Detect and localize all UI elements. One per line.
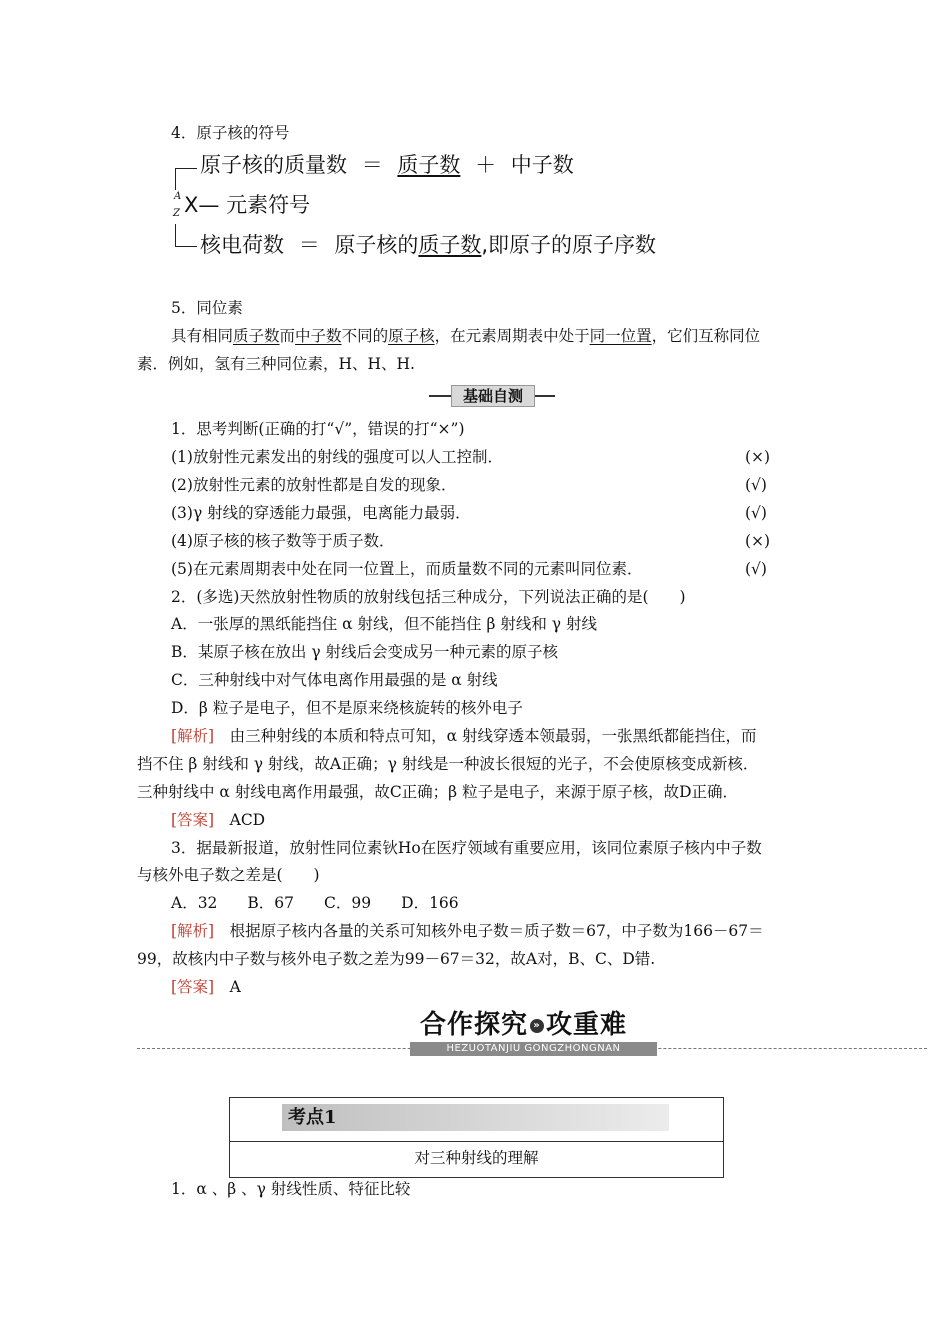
- q1-item-3: (3)γ 射线的穿透能力最强，电离能力最弱．: [171, 504, 471, 522]
- q1-item-2: (2)放射性元素的放射性都是自发的现象．: [171, 476, 457, 494]
- answer-tag: [答案]: [171, 978, 215, 996]
- answer-value: A: [229, 978, 241, 996]
- mass-number-label: 原子核的质量数: [200, 153, 347, 177]
- key-point-divider: [230, 1141, 723, 1142]
- q3-option-a: A．32: [171, 894, 218, 912]
- neutron-number-term: 中子数: [510, 153, 574, 177]
- nucleus-prefix: 原子核的: [334, 233, 419, 257]
- q1-title: 1．思考判断(正确的打“√”，错误的打“×”): [171, 420, 465, 438]
- q3-title-line-2: 与核外电子数之差是( ): [137, 866, 320, 884]
- text-fragment: 而: [279, 327, 296, 345]
- banner-label: 基础自测: [451, 385, 535, 407]
- subscript-Z: Z: [173, 208, 180, 219]
- analysis-text: 根据原子核内各量的关系可知核外电子数＝质子数＝67，中子数为166－67＝: [229, 922, 764, 940]
- notation-line-charge-number: [200, 230, 656, 260]
- element-symbol-label: — 元素符号: [198, 193, 311, 217]
- q1-mark-1: (×): [745, 448, 771, 466]
- bracket-tick-top: [175, 168, 197, 169]
- isotope-definition-line-2: 素．例如，氢有三种同位素，H、H、H.: [137, 355, 415, 373]
- notation-line-mass-number: [200, 150, 574, 180]
- q3-option-b: B．67: [247, 894, 295, 912]
- section-title-b: 攻重难: [546, 1010, 628, 1040]
- q3-options: [171, 892, 459, 914]
- text-fragment: ，在元素周期表中处于: [434, 327, 590, 345]
- q1-item-1: (1)放射性元素发出的射线的强度可以人工控制．: [171, 448, 503, 466]
- key-point-subtitle: 对三种射线的理解: [414, 1149, 539, 1167]
- equals-sign-2: ＝: [298, 233, 320, 257]
- q2-title: 2．(多选)天然放射性物质的放射线包括三种成分，下列说法正确的是( ): [171, 588, 686, 606]
- answer-tag: [答案]: [171, 811, 215, 829]
- section-title: [420, 1008, 627, 1042]
- section-4-heading: 4．原子核的符号: [171, 124, 290, 142]
- q3-option-d: D．166: [401, 894, 459, 912]
- double-chevron-icon: »: [530, 1019, 544, 1033]
- analysis-text: 由三种射线的本质和特点可知，α 射线穿透本领最弱，一张黑纸都能挡住，而: [229, 727, 757, 745]
- charge-number-label: 核电荷数: [200, 233, 284, 257]
- bracket-bottom: [175, 224, 176, 246]
- q2-option-d: D．β 粒子是电子，但不是原来绕核旋转的核外电子: [171, 699, 523, 717]
- analysis-tag: [解析]: [171, 922, 215, 940]
- superscript-A: A: [174, 191, 182, 202]
- answer-value: ACD: [229, 811, 266, 829]
- q2-option-c: C．三种射线中对气体电离作用最强的是 α 射线: [171, 671, 498, 689]
- bracket-top: [175, 168, 176, 190]
- key-point-label: 考点1: [288, 1107, 337, 1128]
- q1-mark-4: (×): [745, 532, 771, 550]
- atomic-number-note: ,即原子的原子序数: [481, 233, 657, 257]
- notation-line-element-symbol: [184, 190, 310, 220]
- text-fragment: 不同的: [341, 327, 389, 345]
- key-point-tag: [282, 1104, 669, 1131]
- analysis-tag: [解析]: [171, 727, 215, 745]
- q2-option-a: A．一张厚的黑纸能挡住 α 射线，但不能挡住 β 射线和 γ 射线: [171, 615, 597, 633]
- q3-title-line-1: 3．据最新报道，放射性同位素钬Ho在医疗领域有重要应用，该同位素原子核内中子数: [171, 839, 762, 857]
- key-point-box: [229, 1097, 724, 1178]
- q2-analysis-line-1: [171, 725, 757, 747]
- q1-mark-2: (√): [745, 476, 767, 494]
- q2-option-b: B．某原子核在放出 γ 射线后会变成另一种元素的原子核: [171, 643, 559, 661]
- q2-analysis-line-3: 三种射线中 α 射线电离作用最强，故C正确；β 粒子是电子，来源于原子核，故D正确．: [137, 783, 738, 801]
- proton-number-term: 质子数: [397, 153, 461, 177]
- underlined-term: 质子数: [233, 327, 280, 345]
- q1-item-5: (5)在元素周期表中处在同一位置上，而质量数不同的元素叫同位素．: [171, 560, 643, 578]
- equals-sign: ＝: [361, 153, 383, 177]
- q3-analysis-line-2: 99，故核内中子数与核外电子数之差为99－67＝32，故A对，B、C、D错.: [137, 950, 656, 968]
- underlined-term: 中子数: [295, 327, 342, 345]
- q3-analysis-line-1: [171, 920, 764, 942]
- text-fragment: ，它们互称同位: [651, 327, 761, 345]
- q3-option-c: C．99: [324, 894, 372, 912]
- q3-answer: [171, 976, 241, 998]
- underlined-term: 同一位置: [589, 327, 652, 345]
- q1-mark-5: (√): [745, 560, 767, 578]
- proton-number-term-2: 质子数: [418, 233, 482, 257]
- bracket-tick-bottom: [175, 246, 197, 247]
- plus-sign: ＋: [475, 153, 497, 177]
- section-5-heading: 5．同位素: [171, 299, 243, 317]
- section-subtitle: HEZUOTANJIU GONGZHONGNAN: [410, 1042, 657, 1056]
- q1-item-4: (4)原子核的核子数等于质子数．: [171, 532, 395, 550]
- q2-answer: [171, 809, 265, 831]
- q1-mark-3: (√): [745, 504, 767, 522]
- isotope-definition-line-1: [171, 325, 760, 347]
- q2-analysis-line-2: 挡不住 β 射线和 γ 射线，故A正确；γ 射线是一种波长很短的光子，不会使原核变成新核．: [137, 755, 759, 773]
- comparison-heading: 1．α 、β 、γ 射线性质、特征比较: [171, 1180, 411, 1198]
- text-fragment: 具有相同: [171, 327, 234, 345]
- underlined-term: 原子核: [388, 327, 435, 345]
- section-title-a: 合作探究: [420, 1010, 529, 1040]
- self-test-banner: [429, 384, 555, 408]
- element-symbol-X: X: [184, 193, 199, 217]
